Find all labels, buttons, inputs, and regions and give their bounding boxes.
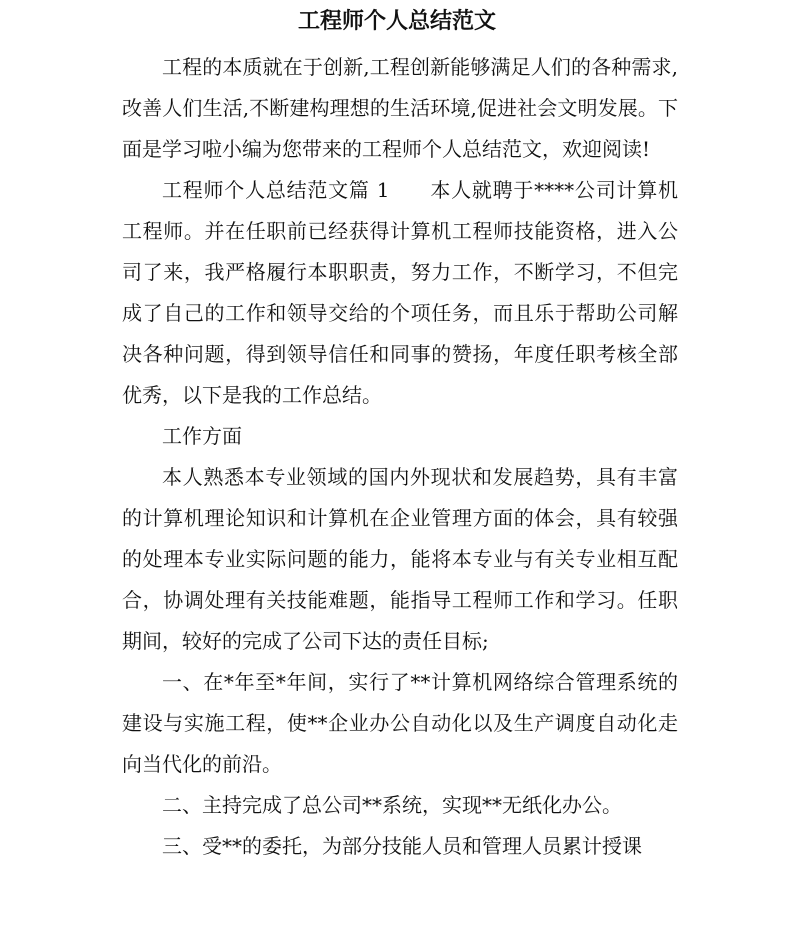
- section-paragraph-1: [122, 170, 678, 416]
- list-item-1: 一、在*年至*年间，实行了**计算机网络综合管理系统的建设与实施工程，使**企业办公自动化以及生产调度自动化走向当代化的前沿。: [122, 670, 678, 776]
- document-title: 工程师个人总结范文: [297, 8, 496, 34]
- section-text-1: 本人就聘于****公司计算机工程师。并在任职前已经获得计算机工程师技能资格，进入公司了来，我严格履行本职职责，努力工作，不断学习，不但完成了自己的工作和领导交给的个项任务，而且乐于帮助公司解决各种问题，得到领导信任和同事的赞扬，年度任职考核全部优秀，以下是我的工作总结。: [122, 178, 678, 407]
- intro-paragraph: 工程的本质就在于创新,工程创新能够满足人们的各种需求,改善人们生活,不断建构理想的生活环境,促进社会文明发展。下面是学习啦小编为您带来的工程师个人总结范文，欢迎阅读!: [122, 55, 678, 161]
- section-heading-1: 工程师个人总结范文篇 1: [162, 178, 390, 202]
- work-paragraph: 本人熟悉本专业领域的国内外现状和发展趋势，具有丰富的计算机理论知识和计算机在企业管理方面的体会，具有较强的处理本专业实际问题的能力，能将本专业与有关专业相互配合，协调处理有关技能难题，能指导工程师工作和学习。任职期间，较好的完成了公司下达的责任目标;: [122, 465, 678, 653]
- list-item-2: 二、主持完成了总公司**系统，实现**无纸化办公。: [162, 793, 622, 817]
- list-item-3: 三、受**的委托，为部分技能人员和管理人员累计授课: [162, 834, 642, 858]
- subheading-work: 工作方面: [162, 424, 242, 448]
- document-body: [122, 47, 678, 867]
